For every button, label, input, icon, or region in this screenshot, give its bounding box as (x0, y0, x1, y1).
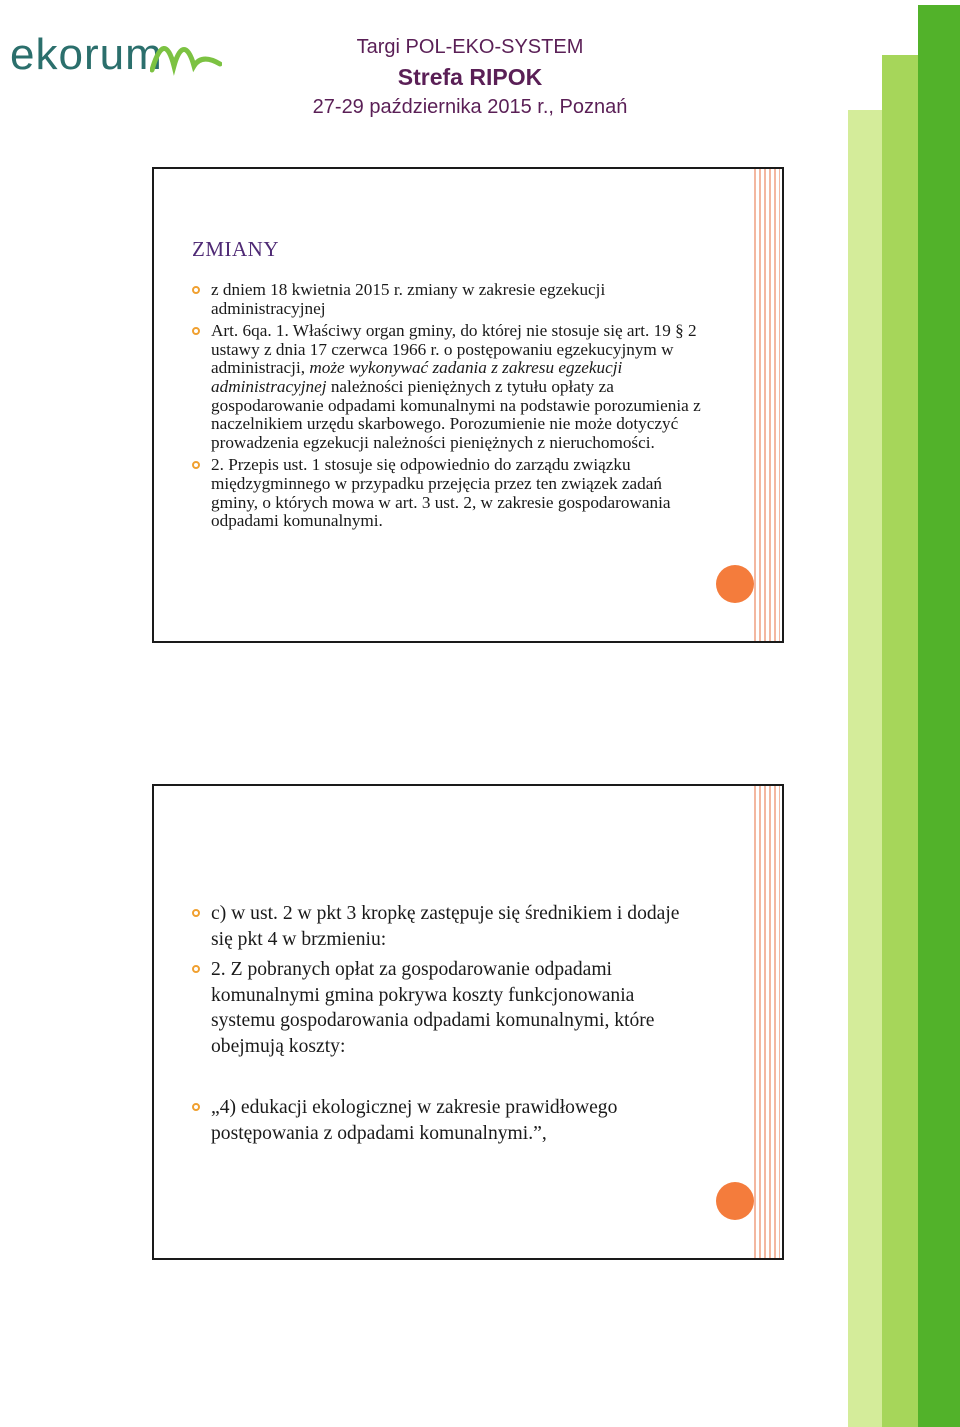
slide-1-bullets (192, 281, 702, 535)
slide-1 (152, 167, 784, 643)
decorative-bar-dark (918, 5, 960, 1427)
list-item (192, 1095, 702, 1146)
decorative-bar-medium (882, 55, 918, 1427)
slide-stripes (754, 786, 780, 1258)
bullet-text-part: należności pieniężnych z tytułu opłaty za gospodarowanie odpadami komunalnymi na podstawie porozumienia z naczelnikiem urzędu skarbowego. Porozumienie nie może dotyczyć prowadzenia egzekucji należności pieniężnych z nieruchomości. (211, 376, 701, 452)
bullet-ring-icon (192, 327, 200, 335)
slide-2 (152, 784, 784, 1260)
ekorum-logo (10, 30, 220, 80)
logo-text: ekorum (10, 30, 163, 79)
bullet-ring-icon (192, 909, 200, 917)
event-zone: Strefa RIPOK (397, 64, 543, 90)
bullet-text-part: Art. 6qa. 1. Właściwy organ gminy, do której nie stosuje się art. 19 § 2 ustawy z dnia 17 czerwca 1966 r. o postępowaniu egzekucyjnym w administracji, (211, 321, 697, 378)
bullet-text: z dniem 18 kwietnia 2015 r. zmiany w zakresie egzekucji administracyjnej (211, 280, 606, 318)
slide-orange-circle (716, 565, 754, 603)
decorative-bar-light (848, 110, 882, 1427)
logo-swoosh-icon (150, 36, 222, 76)
slide-orange-circle (716, 1182, 754, 1220)
bullet-text: „4) edukacji ekologicznej w zakresie prawidłowego postępowania z odpadami komunalnymi.”, (211, 1097, 618, 1144)
slide-title: ZMIANY (192, 237, 279, 261)
list-item (192, 957, 702, 1059)
event-header (300, 33, 640, 121)
bullet-ring-icon (192, 461, 200, 469)
list-item (192, 901, 702, 952)
bullet-ring-icon (192, 286, 200, 294)
bullet-ring-icon (192, 1103, 200, 1111)
list-item (192, 322, 702, 452)
bullet-text: 2. Z pobranych opłat za gospodarowanie odpadami komunalnymi gmina pokrywa koszty funkcjonowania systemu gospodarowania odpadami komunalnymi, które obejmują koszty: (211, 959, 655, 1057)
event-dates: 27-29 października 2015 r., Poznań (312, 96, 628, 118)
bullet-text: 2. Przepis ust. 1 stosuje się odpowiednio do zarządu związku międzygminnego w przypadku przejęcia przez ten związek zadań gminy, o których mowa w art. 3 ust. 2, w zakresie gospodarowania odpadami komunalnymi. (211, 455, 671, 531)
bullet-text-italic: może wykonywać zadania z zakresu egzekucji administracyjnej (211, 358, 623, 396)
list-item (192, 456, 702, 530)
slide-stripes (754, 169, 780, 641)
event-name: Targi POL-EKO-SYSTEM (356, 36, 584, 58)
bullet-text: c) w ust. 2 w pkt 3 kropkę zastępuje się średnikiem i dodaje się pkt 4 w brzmieniu: (211, 903, 680, 950)
list-item (192, 281, 702, 318)
slide-2-bullets (192, 901, 702, 1151)
bullet-ring-icon (192, 965, 200, 973)
